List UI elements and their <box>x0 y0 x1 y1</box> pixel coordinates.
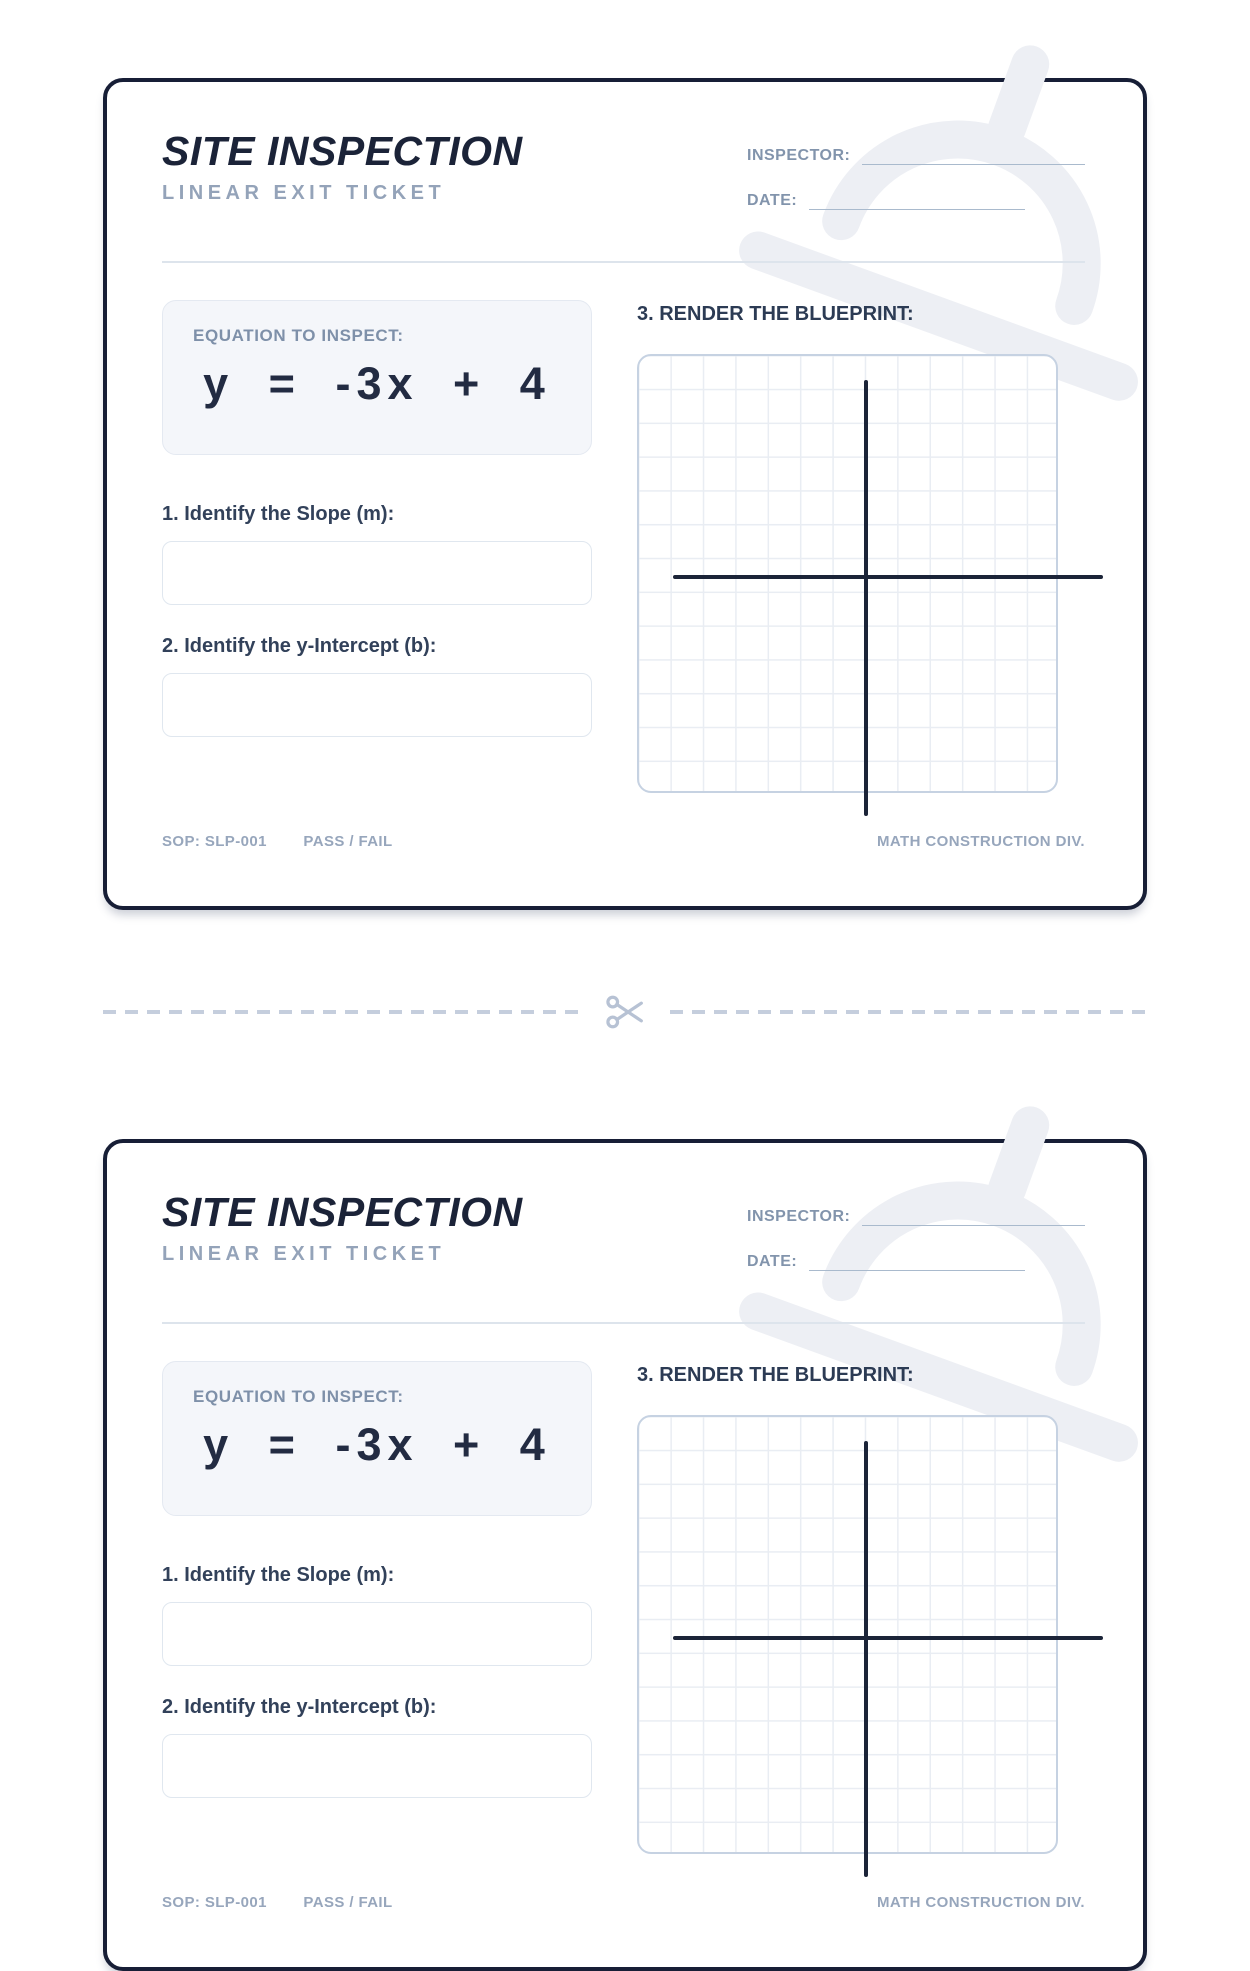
header-divider <box>162 261 1085 263</box>
x-axis <box>673 575 1103 579</box>
header-fields <box>747 1199 1085 1289</box>
cut-line-left <box>103 1010 580 1014</box>
answer-box-1[interactable] <box>162 541 592 605</box>
footer-left <box>162 833 393 850</box>
date-label: DATE: <box>747 1253 798 1270</box>
blueprint-label: 3. RENDER THE BLUEPRINT: <box>637 1364 914 1386</box>
footer-sop: SOP: SLP-001 <box>162 1894 267 1911</box>
ticket-footer <box>162 833 1085 850</box>
equation-value: y = -3x + 4 <box>203 358 551 409</box>
scissors-icon <box>602 989 648 1035</box>
footer-passfail: PASS / FAIL <box>303 1894 393 1911</box>
page-subtitle: LINEAR EXIT TICKET <box>162 182 446 205</box>
equation-label: EQUATION TO INSPECT: <box>193 326 404 345</box>
blueprint-grid-area <box>637 354 1058 793</box>
answer-box-1[interactable] <box>162 1602 592 1666</box>
inspector-field-row <box>747 138 1085 165</box>
title-block <box>162 1191 523 1266</box>
question-1 <box>162 1564 592 1666</box>
page-subtitle: LINEAR EXIT TICKET <box>162 1243 446 1266</box>
header-divider <box>162 1322 1085 1324</box>
question-2 <box>162 1696 592 1798</box>
ticket-card-2 <box>103 1139 1147 1971</box>
footer-left <box>162 1894 393 1911</box>
blueprint-grid[interactable] <box>637 354 1058 793</box>
date-field-row <box>747 1244 1085 1271</box>
worksheet-page <box>25 0 1225 1911</box>
inspector-label: INSPECTOR: <box>747 1208 851 1225</box>
footer-division: MATH CONSTRUCTION DIV. <box>877 1894 1085 1911</box>
cut-divider <box>103 994 1147 1030</box>
date-label: DATE: <box>747 192 798 209</box>
ticket-header <box>162 1191 1085 1289</box>
ticket-card-1 <box>103 78 1147 910</box>
date-blank-line[interactable] <box>809 190 1025 210</box>
footer-passfail: PASS / FAIL <box>303 833 393 850</box>
question-2 <box>162 635 592 737</box>
inspector-label: INSPECTOR: <box>747 147 851 164</box>
header-fields <box>747 138 1085 228</box>
y-axis <box>864 380 868 816</box>
question-1-label: 1. Identify the Slope (m): <box>162 503 395 525</box>
question-1 <box>162 503 592 605</box>
date-blank-line[interactable] <box>809 1251 1025 1271</box>
y-axis <box>864 1441 868 1877</box>
cut-line-right <box>670 1010 1147 1014</box>
answer-box-2[interactable] <box>162 673 592 737</box>
date-field-row <box>747 183 1085 210</box>
question-2-label: 2. Identify the y-Intercept (b): <box>162 1696 437 1718</box>
page-title: SITE INSPECTION <box>162 1189 523 1235</box>
blueprint-grid-area <box>637 1415 1058 1854</box>
inspector-blank-line[interactable] <box>862 145 1085 165</box>
ticket-footer <box>162 1894 1085 1911</box>
question-2-label: 2. Identify the y-Intercept (b): <box>162 635 437 657</box>
equation-value: y = -3x + 4 <box>203 1419 551 1470</box>
footer-sop: SOP: SLP-001 <box>162 833 267 850</box>
footer-division: MATH CONSTRUCTION DIV. <box>877 833 1085 850</box>
equation-panel <box>162 300 592 455</box>
blueprint-label: 3. RENDER THE BLUEPRINT: <box>637 303 914 325</box>
ticket-header <box>162 130 1085 228</box>
equation-panel <box>162 1361 592 1516</box>
x-axis <box>673 1636 1103 1640</box>
blueprint-grid[interactable] <box>637 1415 1058 1854</box>
title-block <box>162 130 523 205</box>
answer-box-2[interactable] <box>162 1734 592 1798</box>
question-1-label: 1. Identify the Slope (m): <box>162 1564 395 1586</box>
inspector-blank-line[interactable] <box>862 1206 1085 1226</box>
page-title: SITE INSPECTION <box>162 128 523 174</box>
equation-label: EQUATION TO INSPECT: <box>193 1387 404 1406</box>
inspector-field-row <box>747 1199 1085 1226</box>
